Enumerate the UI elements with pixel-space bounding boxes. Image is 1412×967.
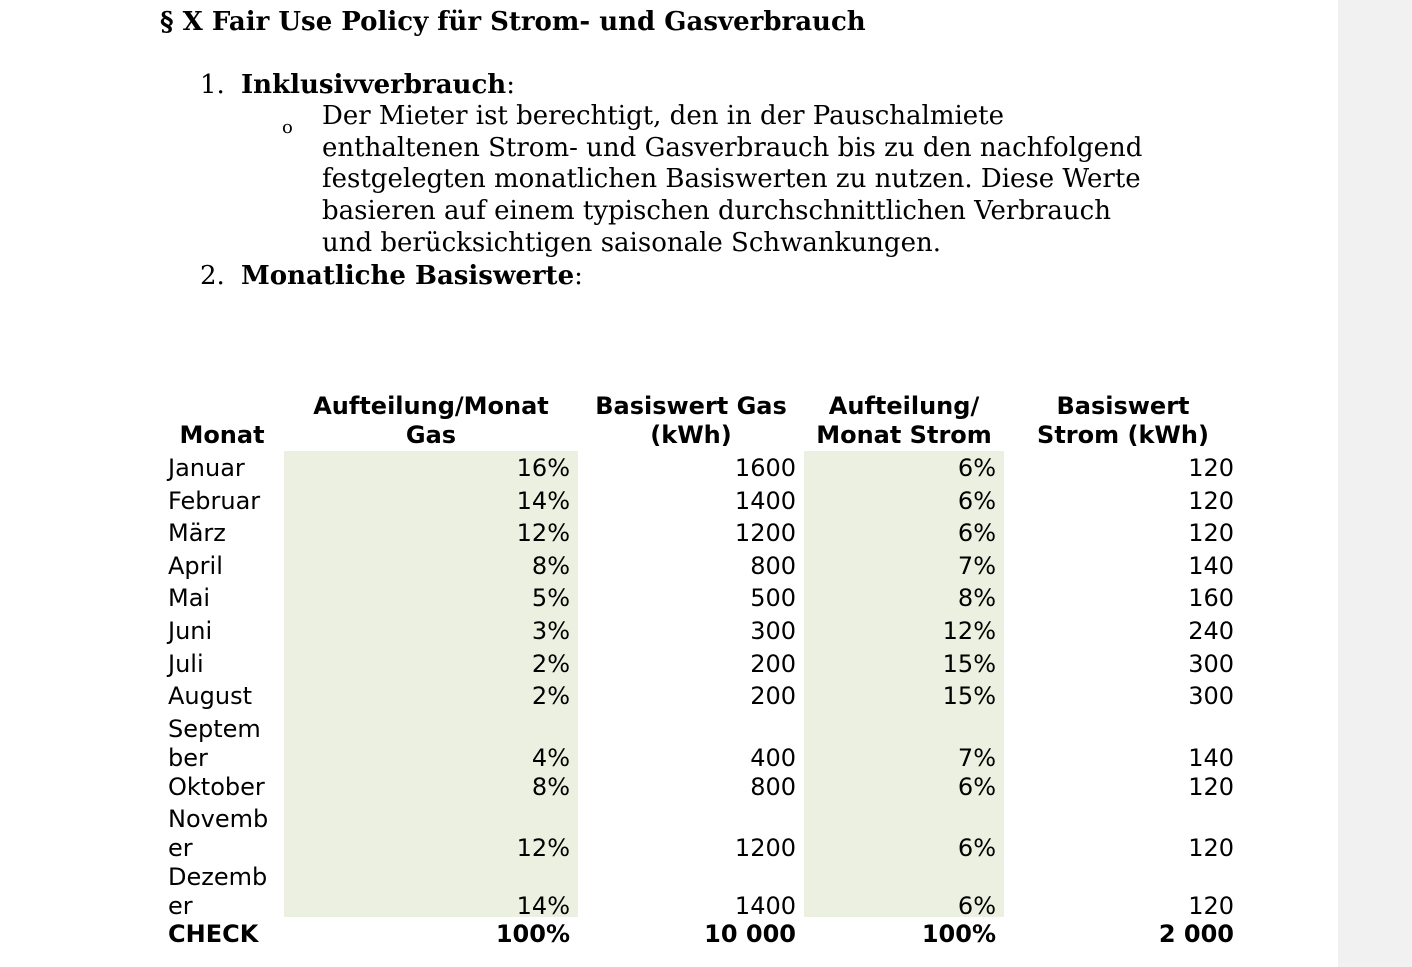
month-cell: Juni (168, 617, 213, 645)
side-panel (1338, 0, 1412, 967)
gas-kwh-cell: 1400 (734, 486, 796, 515)
strom-pct-cell: 6% (957, 486, 996, 515)
gas-pct-cell: 2% (531, 649, 570, 678)
gas-kwh-cell: 800 (750, 551, 796, 580)
list-item-number-1: 1. (200, 70, 225, 100)
gas-kwh-cell: 200 (750, 682, 796, 711)
month-cell: ber (168, 743, 208, 772)
column-header: Gas (405, 421, 457, 449)
month-cell: August (168, 682, 252, 711)
gas-pct-cell: 14% (516, 486, 570, 515)
gas-pct-cell: 16% (516, 454, 570, 482)
total-gas-pct: 100% (495, 920, 570, 948)
column-header: Basiswert Gas (595, 392, 787, 420)
list-item-suffix-1: : (506, 70, 515, 100)
gas-kwh-cell: 1400 (734, 892, 796, 921)
gas-pct-cell: 2% (531, 682, 570, 711)
strom-pct-cell: 7% (957, 551, 996, 580)
month-cell: Oktober (168, 772, 265, 801)
strom-pct-cell: 15% (942, 682, 996, 711)
strom-kwh-cell: 140 (1188, 743, 1234, 772)
total-label: CHECK (168, 920, 259, 948)
paragraph-line: basieren auf einem typischen durchschnittlichen Verbrauch (322, 196, 1111, 227)
strom-kwh-cell: 120 (1188, 454, 1234, 482)
month-cell: er (168, 892, 193, 921)
gas-kwh-cell: 400 (750, 743, 796, 772)
month-cell: März (168, 519, 226, 548)
paragraph (322, 101, 1202, 260)
gas-kwh-cell: 1200 (734, 519, 796, 548)
column-header: (kWh) (650, 421, 732, 449)
paragraph-line: festgelegten monatlichen Basiswerten zu nutzen. Diese Werte (322, 164, 1141, 195)
strom-kwh-cell: 120 (1188, 772, 1234, 801)
strom-pct-cell: 15% (942, 649, 996, 678)
gas-kwh-cell: 300 (750, 617, 796, 645)
list-item-suffix-2: : (574, 261, 583, 291)
paragraph-line: enthaltenen Strom- und Gasverbrauch bis zu den nachfolgend (322, 132, 1143, 163)
month-cell: Dezemb (168, 863, 268, 892)
list-item-number-2: 2. (200, 261, 225, 291)
strom-kwh-cell: 240 (1188, 617, 1234, 645)
gas-pct-cell: 12% (516, 519, 570, 548)
column-header: Monat (179, 421, 265, 449)
list-item-label-1 (241, 69, 515, 101)
section-heading: § X Fair Use Policy für Strom- und Gasverbrauch (160, 7, 866, 37)
strom-kwh-cell: 160 (1188, 584, 1234, 613)
strom-pct-cell: 6% (957, 772, 996, 801)
list-item-title-2: Monatliche Basiswerte (241, 261, 575, 291)
strom-kwh-cell: 140 (1188, 551, 1234, 580)
gas-pct-cell: 8% (531, 772, 570, 801)
gas-kwh-cell: 200 (750, 649, 796, 678)
paragraph-line: Der Mieter ist berechtigt, den in der Pauschalmiete (322, 101, 1005, 131)
gas-kwh-cell: 1600 (734, 454, 796, 482)
gas-kwh-cell: 500 (750, 584, 796, 613)
gas-pct-cell: 12% (516, 834, 570, 863)
column-header: Aufteilung/Monat (313, 392, 549, 420)
month-cell: Novemb (168, 805, 269, 834)
column-header: Basiswert (1056, 392, 1190, 420)
month-cell: Januar (168, 454, 245, 482)
column-header: Aufteilung/ (828, 392, 980, 420)
total-strom-pct: 100% (921, 920, 996, 948)
bullet-marker: o (282, 117, 293, 138)
gas-pct-cell: 4% (531, 743, 570, 772)
strom-pct-cell: 12% (942, 617, 996, 645)
strom-kwh-cell: 120 (1188, 892, 1234, 921)
month-cell: er (168, 834, 193, 863)
column-header: Monat Strom (816, 421, 992, 449)
total-gas-kwh: 10 000 (704, 920, 796, 948)
month-cell: Februar (168, 486, 261, 515)
strom-pct-cell: 8% (957, 584, 996, 613)
strom-pct-cell: 6% (957, 834, 996, 863)
total-strom-kwh: 2 000 (1158, 920, 1234, 948)
list-item-label-2 (241, 260, 583, 292)
strom-pct-cell: 6% (957, 519, 996, 548)
strom-pct-cell: 6% (957, 892, 996, 921)
month-cell: Septem (168, 714, 261, 743)
month-cell: Juli (168, 649, 204, 678)
paragraph-line: und berücksichtigen saisonale Schwankungen. (322, 227, 941, 258)
strom-kwh-cell: 120 (1188, 486, 1234, 515)
strom-kwh-cell: 300 (1188, 682, 1234, 711)
gas-pct-cell: 14% (516, 892, 570, 921)
strom-pct-cell: 6% (957, 454, 996, 482)
gas-pct-cell: 8% (531, 551, 570, 580)
gas-pct-cell: 5% (531, 584, 570, 613)
gas-kwh-cell: 1200 (734, 834, 796, 863)
month-cell: Mai (168, 584, 211, 613)
gas-kwh-cell: 800 (750, 772, 796, 801)
strom-kwh-cell: 120 (1188, 834, 1234, 863)
list-item-title-1: Inklusivverbrauch (241, 70, 507, 100)
month-cell: April (168, 551, 223, 580)
strom-kwh-cell: 300 (1188, 649, 1234, 678)
strom-kwh-cell: 120 (1188, 519, 1234, 548)
strom-pct-cell: 7% (957, 743, 996, 772)
column-header: Strom (kWh) (1037, 421, 1209, 449)
gas-pct-cell: 3% (531, 617, 570, 645)
